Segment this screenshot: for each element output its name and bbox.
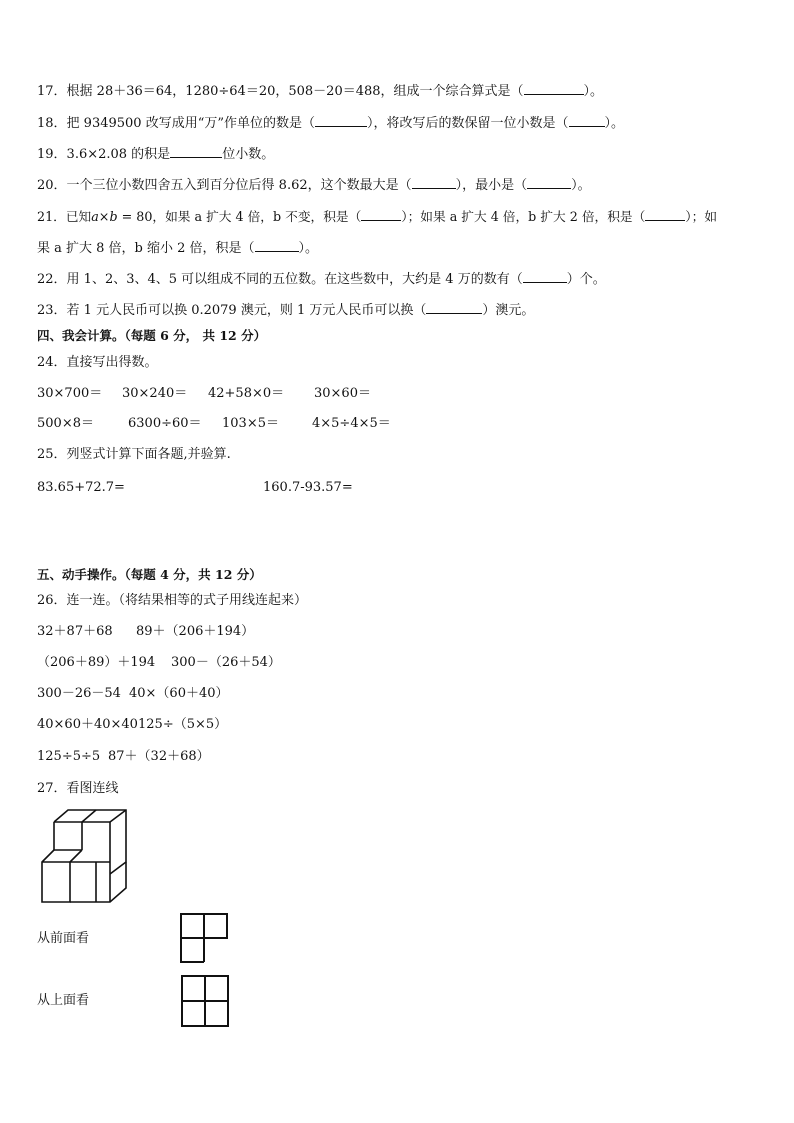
answer-blank[interactable] [315, 114, 367, 127]
answer-blank[interactable] [523, 270, 567, 283]
question-17: 17．根据 28＋36＝64，1280÷64＝20，508－20＝488，组成一个综合算式是（ ）。 [37, 84, 604, 99]
q26-right-expr[interactable]: 40×（60＋40） [129, 686, 229, 701]
q26-left-expr[interactable]: 32＋87＋68 [37, 624, 113, 639]
question-20: 20．一个三位小数四舍五入到百分位后得 8.62，这个数最大是（ ），最小是（ ）。 [37, 178, 591, 193]
answer-blank[interactable] [569, 114, 605, 127]
q26-right-expr[interactable]: 87＋（32＋68） [108, 749, 210, 764]
front-view-figure[interactable] [179, 912, 229, 966]
question-22: 22．用 1、2、3、4、5 可以组成不同的五位数。在这些数中，大约是 4 万的数有（ ）个。 [37, 272, 606, 287]
question-18: 18．把 9349500 改写成用“万”作单位的数是（ ），将改写后的数保留一位小数是（ ）。 [37, 116, 625, 131]
answer-blank[interactable] [361, 208, 401, 221]
question-21: 21．已知a×b = 80，如果 a 扩大 4 倍，b 不变，积是（ ）；如果 a 扩大 4 倍，b 扩大 2 倍，积是（ ）；如 [37, 209, 718, 224]
answer-blank[interactable] [170, 145, 222, 158]
q26-right-expr[interactable]: 300－（26＋54） [171, 655, 281, 670]
q25-item: 160.7-93.57= [263, 480, 353, 495]
question-27-title: 27．看图连线 [37, 781, 119, 796]
q26-left-expr[interactable]: （206＋89）＋194 [37, 655, 156, 670]
section-5-heading: 五、动手操作。（每题 4 分，共 12 分） [37, 567, 262, 582]
q24-item: 30×60＝ [314, 386, 371, 401]
answer-blank[interactable] [645, 208, 685, 221]
q26-left-expr[interactable]: 125÷5÷5 [37, 749, 101, 764]
cube-figure [40, 808, 140, 904]
q24-item: 30×700＝ [37, 386, 103, 401]
q24-item: 103×5＝ [222, 416, 279, 431]
section-4-heading: 四、我会计算。（每题 6 分， 共 12 分） [37, 328, 267, 343]
q26-left-expr[interactable]: 40×60＋40×40 [37, 717, 138, 732]
q26-left-expr[interactable]: 300－26－54 [37, 686, 121, 701]
question-23: 23．若 1 元人民币可以换 0.2079 澳元，则 1 万元人民币可以换（ ）澳元。 [37, 303, 535, 318]
top-view-label: 从上面看 [37, 993, 90, 1008]
question-24-title: 24．直接写出得数。 [37, 355, 158, 370]
answer-blank[interactable] [412, 176, 456, 189]
q26-right-expr[interactable]: 89＋（206＋194） [136, 624, 255, 639]
top-view-figure[interactable] [180, 974, 230, 1030]
question-19: 19．3.6×2.08 的积是 位小数。 [37, 147, 275, 162]
question-26-title: 26．连一连。（将结果相等的式子用线连起来） [37, 593, 308, 608]
answer-blank[interactable] [426, 301, 482, 314]
q24-item: 500×8＝ [37, 416, 94, 431]
front-view-label: 从前面看 [37, 931, 90, 946]
question-21-line-2: 果 a 扩大 8 倍，b 缩小 2 倍，积是（ ）。 [37, 241, 319, 256]
q24-item: 30×240＝ [122, 386, 188, 401]
answer-blank[interactable] [527, 176, 571, 189]
answer-blank[interactable] [524, 82, 584, 95]
q24-item: 42+58×0＝ [208, 386, 285, 401]
q24-item: 4×5÷4×5＝ [312, 416, 391, 431]
answer-blank[interactable] [255, 239, 299, 252]
q25-item: 83.65+72.7= [37, 480, 125, 495]
q26-right-expr[interactable]: 125÷（5×5） [138, 717, 228, 732]
q24-item: 6300÷60＝ [128, 416, 202, 431]
question-25-title: 25．列竖式计算下面各题,并验算. [37, 447, 231, 462]
